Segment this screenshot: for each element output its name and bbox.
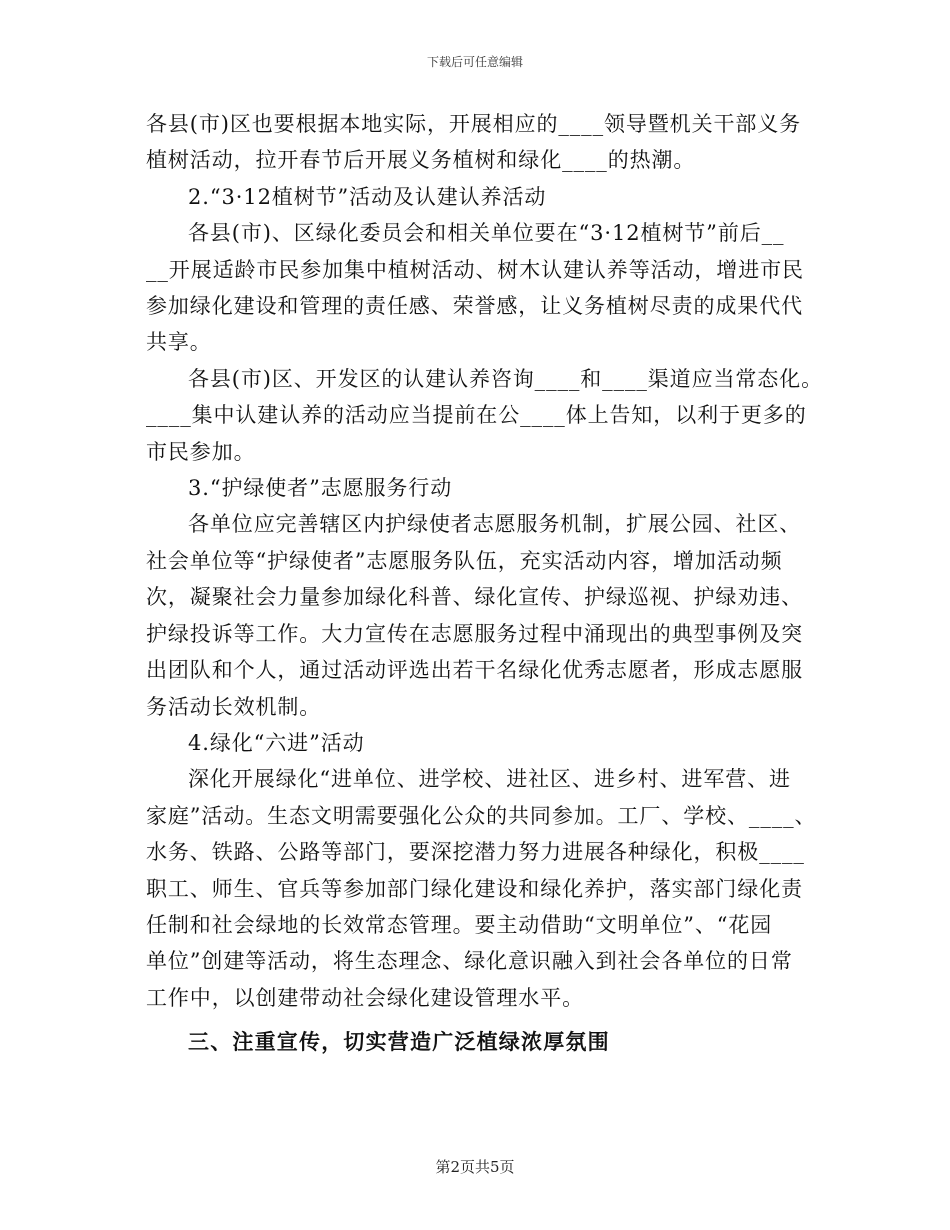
body-line: 出团队和个人，通过活动评选出若干名绿化优秀志愿者，形成志愿服 xyxy=(146,658,803,683)
body-line: 各单位应完善辖区内护绿使者志愿服务机制，扩展公园、社区、 xyxy=(188,512,802,537)
body-line: 家庭”活动。生态文明需要强化公众的共同参加。工厂、学校、____、 xyxy=(146,803,817,828)
body-line: 各县(市)、区绿化委员会和相关单位要在“3·12植树节”前后__ xyxy=(188,221,785,246)
page-header-note: 下载后可任意编辑 xyxy=(426,55,523,69)
body-line: 次，凝聚社会力量参加绿化科普、绿化宣传、护绿巡视、护绿劝违、 xyxy=(146,585,803,610)
body-line: 植树活动，拉开春节后开展义务植树和绿化____的热潮。 xyxy=(146,148,696,173)
body-line: 共享。 xyxy=(146,330,212,355)
document-body xyxy=(146,106,823,1061)
subheading-3: 3.“护绿使者”志愿服务行动 xyxy=(188,476,453,501)
body-line: 职工、师生、官兵等参加部门绿化建设和绿化养护，落实部门绿化责 xyxy=(146,876,803,901)
body-line: 水务、铁路、公路等部门，要深挖潜力努力进展各种绿化，积极____ xyxy=(146,840,805,865)
body-line: __开展适龄市民参加集中植树活动、树木认建认养等活动，增进市民 xyxy=(146,257,804,282)
body-line: 各县(市)区也要根据本地实际，开展相应的____领导暨机关干部义务 xyxy=(146,112,802,136)
body-line: 单位”创建等活动，将生态理念、绿化意识融入到社会各单位的日常 xyxy=(146,949,793,974)
body-line: 工作中，以创建带动社会绿化建设管理水平。 xyxy=(146,985,584,1010)
body-line: 参加绿化建设和管理的责任感、荣誉感，让义务植树尽责的成果代代 xyxy=(146,294,803,319)
body-line: 务活动长效机制。 xyxy=(146,694,322,719)
body-line: 深化开展绿化“进单位、进学校、进社区、进乡村、进军营、进 xyxy=(188,767,791,792)
body-line: 任制和社会绿地的长效常态管理。要主动借助“文明单位”、“花园 xyxy=(146,912,773,937)
body-line: 社会单位等“护绿使者”志愿服务队伍，充实活动内容，增加活动频 xyxy=(146,548,783,573)
page-number-footer: 第2页共5页 xyxy=(435,1158,515,1176)
body-line: ____集中认建认养的活动应当提前在公____体上告知，以利于更多的 xyxy=(146,403,807,428)
body-line: 各县(市)区、开发区的认建认养咨询____和____渠道应当常态化。 xyxy=(188,366,823,391)
section-heading: 三、注重宣传，切实营造广泛植绿浓厚氛围 xyxy=(188,1029,610,1055)
subheading-2: 2.“3·12植树节”活动及认建认养活动 xyxy=(188,184,547,209)
body-line: 护绿投诉等工作。大力宣传在志愿服务过程中涌现出的典型事例及突 xyxy=(146,621,803,646)
body-line: 市民参加。 xyxy=(146,439,256,464)
subheading-4: 4.绿化“六进”活动 xyxy=(188,730,365,755)
